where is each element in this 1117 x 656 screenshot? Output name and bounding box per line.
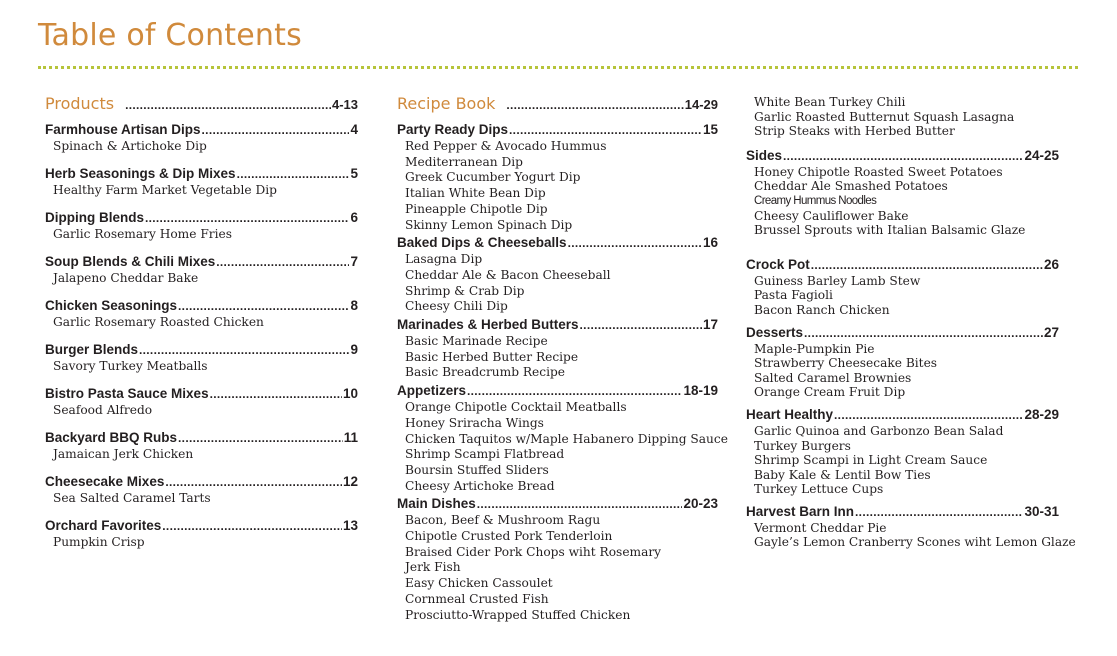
toc-item-list	[746, 274, 1059, 318]
toc-group-title: Main Dishes	[397, 496, 476, 512]
toc-group-heading[interactable]	[746, 407, 1059, 424]
toc-group-title: Party Ready Dips	[397, 122, 509, 137]
toc-group-heading[interactable]	[746, 325, 1059, 342]
toc-group	[746, 503, 1076, 550]
toc-item[interactable]: Sea Salted Caramel Tarts	[53, 491, 211, 505]
toc-continued-items	[746, 95, 1059, 139]
toc-item[interactable]: Pasta Fagioli	[754, 288, 833, 303]
toc-item[interactable]: Shrimp Scampi Flatbread	[405, 447, 565, 462]
dot-leader	[477, 497, 683, 511]
toc-item[interactable]: Salted Caramel Brownies	[754, 370, 912, 385]
toc-page-number: 13	[342, 518, 358, 533]
toc-item-list	[397, 139, 718, 233]
toc-group	[746, 257, 1059, 318]
toc-item[interactable]: Brussel Sprouts with Italian Balsamic Glaze	[754, 223, 1026, 238]
toc-group-heading[interactable]	[45, 254, 358, 271]
toc-item[interactable]: Greek Cucumber Yogurt Dip	[405, 170, 581, 185]
toc-item[interactable]: Strawberry Cheesecake Bites	[754, 356, 938, 371]
toc-item[interactable]: Baby Kale & Lentil Bow Ties	[754, 467, 931, 482]
toc-item[interactable]: Creamy Hummus Noodles	[754, 194, 877, 207]
toc-item-list	[746, 95, 1059, 139]
dot-leader	[811, 258, 1043, 272]
dot-leader	[783, 149, 1023, 163]
dot-leader	[210, 387, 342, 401]
toc-item-list	[746, 165, 1059, 238]
dot-leader	[467, 384, 682, 398]
toc-item[interactable]: Pumpkin Crisp	[53, 535, 145, 549]
toc-group	[45, 254, 358, 286]
toc-item[interactable]: Shrimp Scampi in Light Cream Sauce	[754, 453, 988, 468]
toc-item[interactable]: Strip Steaks with Herbed Butter	[754, 124, 955, 139]
toc-page-number: 20-23	[683, 496, 718, 512]
toc-item-list	[397, 252, 718, 315]
dot-leader	[202, 123, 350, 137]
toc-group-heading[interactable]	[45, 474, 358, 491]
toc-group-title: Desserts	[746, 324, 804, 340]
toc-page-number: 10	[342, 386, 358, 401]
toc-page-number: 27	[1043, 324, 1059, 340]
toc-group-title: Dipping Blends	[45, 210, 144, 225]
toc-item[interactable]: Boursin Stuffed Sliders	[405, 462, 549, 477]
toc-item[interactable]: Cheesy Cauliflower Bake	[754, 208, 909, 223]
toc-item[interactable]: Turkey Burgers	[754, 438, 851, 453]
toc-item-list	[45, 139, 358, 154]
toc-item[interactable]: Pineapple Chipotle Dip	[405, 201, 548, 216]
toc-item[interactable]: Spinach & Artichoke Dip	[53, 139, 207, 153]
toc-page-number: 7	[350, 254, 358, 269]
toc-group-heading[interactable]	[45, 122, 358, 139]
toc-group	[397, 496, 718, 623]
toc-item[interactable]: Savory Turkey Meatballs	[53, 359, 208, 373]
toc-group	[397, 383, 728, 494]
toc-group	[45, 386, 358, 418]
toc-column-products	[45, 94, 358, 562]
toc-item[interactable]: Shrimp & Crab Dip	[405, 283, 525, 298]
toc-item[interactable]: Prosciutto-Wrapped Stuffed Chicken	[405, 607, 631, 622]
toc-group-heading[interactable]	[397, 317, 718, 334]
toc-group-heading[interactable]	[746, 257, 1059, 274]
toc-item-list	[397, 400, 728, 494]
toc-item-list	[45, 535, 358, 550]
toc-group-heading[interactable]	[397, 235, 718, 252]
toc-page-number: 18-19	[683, 383, 718, 399]
toc-group-heading[interactable]	[45, 518, 358, 535]
toc-item-list	[746, 342, 1059, 400]
toc-column-continued	[746, 95, 1076, 557]
toc-group	[45, 166, 358, 198]
toc-group-title: Soup Blends & Chili Mixes	[45, 254, 216, 269]
toc-group-title: Sides	[746, 147, 783, 163]
toc-page-number: 9	[350, 342, 358, 357]
toc-item-list	[45, 447, 358, 462]
toc-group-heading[interactable]	[397, 383, 718, 400]
toc-group	[746, 325, 1059, 400]
dot-leader	[834, 408, 1023, 422]
toc-item-list	[397, 334, 718, 381]
toc-item[interactable]: Basic Breadcrumb Recipe	[405, 365, 565, 380]
page-title: Table of Contents	[38, 18, 302, 53]
toc-page-number: 6	[350, 210, 358, 225]
toc-group-title: Heart Healthy	[746, 406, 834, 422]
toc-item[interactable]: Honey Chipotle Roasted Sweet Potatoes	[754, 164, 1003, 179]
toc-group	[397, 317, 718, 381]
toc-item[interactable]: Orange Chipotle Cocktail Meatballs	[405, 400, 627, 415]
toc-item[interactable]: Red Pepper & Avocado Hummus	[405, 139, 607, 153]
toc-item[interactable]: Garlic Roasted Butternut Squash Lasagna	[754, 109, 1015, 124]
toc-group-title: Burger Blends	[45, 342, 139, 357]
toc-group-title: Cheesecake Mixes	[45, 474, 165, 489]
toc-page-number: 24-25	[1024, 147, 1059, 163]
dot-leader	[165, 475, 342, 489]
dot-leader	[509, 123, 702, 137]
toc-group-title: Bistro Pasta Sauce Mixes	[45, 386, 209, 401]
toc-group	[45, 122, 358, 154]
toc-group-title: Chicken Seasonings	[45, 298, 178, 313]
toc-item[interactable]: Braised Cider Pork Chops wiht Rosemary	[405, 544, 662, 559]
toc-group-title: Crock Pot	[746, 256, 810, 272]
toc-group-title: Baked Dips & Cheeseballs	[397, 235, 567, 251]
toc-item[interactable]: Garlic Rosemary Roasted Chicken	[53, 315, 264, 329]
toc-group-title: Orchard Favorites	[45, 518, 162, 533]
dot-leader	[506, 98, 683, 112]
toc-group-heading[interactable]	[45, 342, 358, 359]
toc-item[interactable]: Honey Sriracha Wings	[405, 415, 544, 430]
toc-item[interactable]: Chicken Taquitos w/Maple Habanero Dipping Sauce	[405, 431, 728, 446]
toc-section-title: Products	[45, 94, 115, 113]
toc-group-title: Farmhouse Artisan Dips	[45, 122, 201, 137]
dot-leader	[237, 167, 350, 181]
toc-item[interactable]: Garlic Rosemary Home Fries	[53, 227, 232, 241]
toc-item[interactable]: Cheesy Artichoke Bread	[405, 478, 555, 493]
toc-group-title: Herb Seasonings & Dip Mixes	[45, 166, 236, 181]
toc-page-number: 8	[350, 298, 358, 313]
toc-group	[45, 430, 358, 462]
toc-item[interactable]: Seafood Alfredo	[53, 403, 153, 417]
toc-item[interactable]: Gayle’s Lemon Cranberry Scones wiht Lemon Glaze	[754, 535, 1076, 550]
toc-item-list	[45, 403, 358, 418]
toc-item[interactable]: Healthy Farm Market Vegetable Dip	[53, 183, 277, 197]
toc-item[interactable]: Garlic Quinoa and Garbonzo Bean Salad	[754, 423, 1004, 438]
toc-section-pages: 4-13	[331, 97, 358, 112]
toc-group	[45, 298, 358, 330]
toc-group-heading[interactable]	[45, 210, 358, 227]
toc-item[interactable]: Lasagna Dip	[405, 252, 483, 267]
toc-item[interactable]: Jerk Fish	[405, 560, 461, 575]
toc-item[interactable]: Cornmeal Crusted Fish	[405, 591, 549, 606]
toc-item[interactable]: Chipotle Crusted Pork Tenderloin	[405, 529, 613, 544]
toc-item[interactable]: Cheddar Ale Smashed Potatoes	[754, 179, 948, 194]
toc-page-number: 11	[343, 430, 358, 445]
toc-group	[45, 342, 358, 374]
toc-group-heading[interactable]	[45, 386, 358, 403]
toc-group-heading[interactable]	[746, 504, 1059, 521]
dot-leader	[125, 98, 331, 112]
toc-column-recipe-book	[397, 94, 728, 625]
dot-leader	[804, 326, 1043, 340]
dot-leader	[580, 318, 702, 332]
toc-group-heading[interactable]	[397, 122, 718, 139]
toc-group	[746, 407, 1059, 497]
toc-item[interactable]: Basic Herbed Butter Recipe	[405, 349, 579, 364]
toc-group-title: Harvest Barn Inn	[746, 503, 855, 519]
toc-group-title: Appetizers	[397, 383, 467, 399]
toc-group-heading[interactable]	[397, 496, 718, 513]
toc-group-heading[interactable]	[746, 148, 1059, 165]
toc-item[interactable]: Cheddar Ale & Bacon Cheeseball	[405, 267, 611, 282]
toc-item[interactable]: Cheesy Chili Dip	[405, 299, 508, 314]
dot-leader	[162, 519, 342, 533]
dot-leader	[855, 505, 1023, 519]
toc-section-heading[interactable]	[45, 94, 358, 118]
toc-page-number: 12	[342, 474, 358, 489]
toc-item[interactable]: Easy Chicken Cassoulet	[405, 576, 553, 591]
toc-item[interactable]: Jalapeno Cheddar Bake	[53, 271, 199, 285]
dot-leader	[139, 343, 349, 357]
toc-item-list	[45, 271, 358, 286]
toc-item[interactable]: Maple-Pumpkin Pie	[754, 341, 875, 356]
dot-leader	[216, 255, 349, 269]
toc-group	[45, 518, 358, 550]
toc-item[interactable]: Orange Cream Fruit Dip	[754, 385, 906, 400]
toc-group-heading[interactable]	[45, 166, 358, 183]
toc-item[interactable]: Jamaican Jerk Chicken	[53, 447, 194, 461]
toc-item[interactable]: Basic Marinade Recipe	[405, 334, 548, 349]
toc-item-list	[45, 227, 358, 242]
toc-item-list	[397, 513, 718, 623]
dot-leader	[145, 211, 349, 225]
title-divider	[38, 66, 1078, 69]
toc-item[interactable]: Skinny Lemon Spinach Dip	[405, 217, 573, 232]
toc-section-heading[interactable]	[397, 94, 718, 118]
toc-group-title: Backyard BBQ Rubs	[45, 430, 178, 445]
toc-page-number: 17	[702, 317, 718, 333]
toc-item[interactable]: Mediterranean Dip	[405, 154, 523, 169]
toc-group	[746, 148, 1059, 238]
dot-leader	[178, 299, 349, 313]
toc-group-heading[interactable]	[45, 430, 358, 447]
toc-page-number: 30-31	[1024, 503, 1059, 519]
toc-item[interactable]: White Bean Turkey Chili	[754, 95, 906, 109]
toc-group	[45, 474, 358, 506]
toc-section-title: Recipe Book	[397, 94, 496, 113]
toc-page-number: 28-29	[1024, 406, 1059, 422]
toc-group	[397, 122, 718, 233]
toc-item[interactable]: Vermont Cheddar Pie	[754, 520, 887, 535]
toc-group-heading[interactable]	[45, 298, 358, 315]
toc-item[interactable]: Bacon Ranch Chicken	[754, 302, 890, 317]
toc-item-list	[45, 183, 358, 198]
dot-leader	[178, 431, 343, 445]
toc-item[interactable]: Italian White Bean Dip	[405, 186, 546, 201]
toc-item-list	[45, 491, 358, 506]
toc-page-number: 15	[702, 122, 718, 137]
toc-item-list	[746, 424, 1059, 497]
toc-group	[45, 210, 358, 242]
toc-page-number: 26	[1043, 256, 1059, 272]
toc-group	[397, 235, 718, 315]
toc-item[interactable]: Turkey Lettuce Cups	[754, 482, 884, 497]
toc-item-list	[45, 315, 358, 330]
toc-page-number: 4	[350, 122, 358, 137]
toc-item[interactable]: Bacon, Beef & Mushroom Ragu	[405, 513, 601, 528]
toc-page-number: 5	[350, 166, 358, 181]
dot-leader	[568, 236, 702, 250]
toc-page-number: 16	[702, 235, 718, 251]
toc-group-title: Marinades & Herbed Butters	[397, 317, 579, 333]
toc-item[interactable]: Guiness Barley Lamb Stew	[754, 273, 921, 288]
toc-item-list	[45, 359, 358, 374]
toc-section-pages: 14-29	[684, 97, 718, 112]
toc-item-list	[746, 520, 1076, 550]
